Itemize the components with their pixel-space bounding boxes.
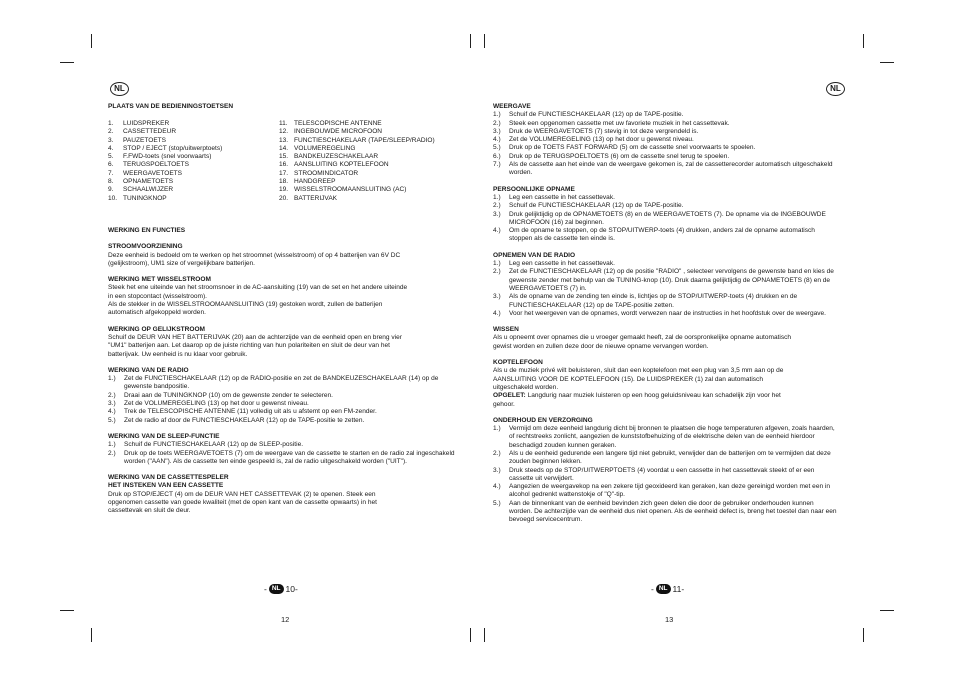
section-heading: HET INSTEKEN VAN EEN CASSETTE xyxy=(108,482,224,490)
paragraph xyxy=(108,334,463,359)
item-number: 3. xyxy=(108,136,114,144)
language-badge: NL xyxy=(826,82,845,96)
control-item xyxy=(279,120,469,128)
item-number: 6.) xyxy=(493,152,501,160)
item-number: 1. xyxy=(108,120,114,127)
item-number: 8. xyxy=(108,178,114,186)
item-text: Druk steeds op de STOP/UITWERPTOETS (4) voordat u een cassette in het cassettevak steekt of er een cassette uit verwijdert. xyxy=(509,466,815,482)
item-text: Steek een opgenomen cassette met uw favoriete muziek in het cassettevak. xyxy=(509,119,730,127)
list-item xyxy=(493,111,838,119)
item-number: 11. xyxy=(279,120,288,127)
control-item xyxy=(108,161,278,169)
numbered-list xyxy=(493,260,838,318)
item-number: 15. xyxy=(279,153,289,161)
item-number: 1.) xyxy=(108,375,116,383)
footer-page: 11- xyxy=(672,584,685,594)
text-line: Schuif de DEUR VAN HET BATTERIJVAK (20) aan de achterzijde van de eenheid open en breng vier xyxy=(108,333,402,341)
item-text: Zet de VOLUMEREGELING (13) op het door u gewenst niveau. xyxy=(124,400,309,408)
controls-list-right xyxy=(279,120,469,203)
list-item xyxy=(493,144,838,152)
list-item xyxy=(493,293,838,310)
item-number: 2.) xyxy=(493,119,501,127)
text-line: Deze eenheid is bedoeld om te werken op het stroomnet (wisselstroom) of op 4 batterijen van 6V DC xyxy=(108,251,401,259)
footer-dash: - xyxy=(651,584,654,594)
page-number: 12 xyxy=(281,615,290,624)
text-line: gewist worden en zullen deze door de nieuwe opname vervangen worden. xyxy=(493,342,709,350)
item-text: Zet de radio af door de FUNCTIESCHAKELAAR (12) op de TAPE-positie te zetten. xyxy=(124,416,365,424)
list-item xyxy=(493,483,838,500)
item-number: 5.) xyxy=(493,499,501,507)
item-text: Druk op de TERUGSPOELTOETS (6) om de cassette snel terug te spoelen. xyxy=(509,152,730,160)
paragraph xyxy=(108,252,463,269)
numbered-list xyxy=(493,425,838,525)
list-item xyxy=(108,400,463,408)
crop-mark xyxy=(470,34,471,48)
page-number: 13 xyxy=(665,615,674,624)
control-item xyxy=(108,137,278,145)
control-item xyxy=(108,178,278,186)
paragraph xyxy=(108,491,463,516)
footer-lang-pill: NL xyxy=(656,584,671,594)
paragraph xyxy=(493,334,838,351)
item-text: FUNCTIESCHAKELAAR (TAPE/SLEEP/RADIO) xyxy=(294,136,435,144)
text-line: Steek het ene uiteinde van het stroomsnoer in de AC-aansluiting (19) van de set en het andere uiteinde xyxy=(108,284,408,292)
section-heading: WERKING EN FUNCTIES xyxy=(108,227,186,234)
text-line: uitgeschakeld worden. xyxy=(493,383,559,391)
text-line: Druk op STOP/EJECT (4) om de DEUR VAN HET CASSETTEVAK (2) te openen. Steek een xyxy=(108,490,376,498)
text-line: Als u opneemt over opnames die u vroeger gemaakt heeft, zal de oorspronkelijke opname automatisch xyxy=(493,334,792,342)
list-item xyxy=(493,136,838,144)
list-item xyxy=(108,375,463,392)
crop-mark xyxy=(880,62,894,63)
item-text: TELESCOPISCHE ANTENNE xyxy=(294,120,382,127)
item-text: Trek de TELESCOPISCHE ANTENNE (11) volledig uit als u afstemt op een FM-zender. xyxy=(124,408,377,416)
crop-mark xyxy=(863,34,864,48)
list-item xyxy=(108,441,463,449)
section-heading: ONDERHOUD EN VERZORGING xyxy=(493,416,593,424)
item-text: AANSLUITING KOPTELEFOON xyxy=(294,161,389,169)
text-line: batterijvak. Uw eenheid is nu klaar voor gebruik. xyxy=(108,350,248,358)
item-text: F.FWD-toets (snel voorwaarts) xyxy=(123,153,212,161)
list-item xyxy=(108,450,463,467)
crop-mark xyxy=(60,610,74,611)
list-item xyxy=(108,408,463,416)
list-item xyxy=(493,194,838,202)
control-item xyxy=(279,145,469,153)
item-number: 19. xyxy=(279,186,289,194)
section-heading: WERKING VAN DE CASSETTESPELER xyxy=(108,474,229,482)
item-text: Zet de VOLUMEREGELING (13) op het door u gewenst niveau. xyxy=(509,136,694,144)
item-text: OPNAMETOETS xyxy=(123,178,174,186)
crop-mark xyxy=(91,628,92,642)
item-text: Als de opname van de zending ten einde is, lichtjes op de STOP/UITWERP-toets (4) drukken en de FUNCTIESCHAKELAAR (12) op de TAPE-positie zetten. xyxy=(509,293,798,309)
item-text: BANDKEUZESCHAKELAAR xyxy=(294,153,379,161)
text-line: automatisch afgekoppeld worden. xyxy=(108,309,206,317)
control-item xyxy=(279,128,469,136)
item-text: Schuif de FUNCTIESCHAKELAAR (12) op de TAPE-positie. xyxy=(509,111,684,119)
item-text: Als de cassette aan het einde van de weergave gekomen is, zal de cassetterecorder automatisch uitgeschakeld worden. xyxy=(509,161,833,177)
item-text: PAUZETOETS xyxy=(123,136,167,144)
item-number: 2.) xyxy=(493,268,501,276)
list-item xyxy=(108,417,463,425)
caution-line: Langdurig naar muziek luisteren op een hoog geluidsniveau kan schadelijk zijn voor het xyxy=(525,392,781,400)
control-item xyxy=(108,120,278,128)
list-item xyxy=(493,153,838,161)
list-item xyxy=(493,202,838,210)
item-number: 4.) xyxy=(493,483,501,491)
item-text: Zet de FUNCTIESCHAKELAAR (12) op de positie "RADIO" , selecteer vervolgens de gewenste band en kies de gewenste zender met behulp van de TUNING-knop (10). Druk daarna gelijktijdig de OPNAMETOETS (8) en de WEERGAVETOETS (7) in. xyxy=(509,268,834,292)
control-item xyxy=(279,186,469,194)
item-number: 1.) xyxy=(493,193,501,201)
item-text: LUIDSPREKER xyxy=(123,120,170,127)
item-number: 1.) xyxy=(108,441,116,449)
page-footer xyxy=(651,584,684,594)
item-number: 1.) xyxy=(493,260,501,268)
item-text: Aan de binnenkant van de eenheid bevinden zich geen delen die door de gebruiker onderhouden kunnen worden. De achterzijde van de eenheid dus niet openen. Als de eenheid defect is, breng het toestel dan naar een bevoegd servicecentrum. xyxy=(509,499,837,524)
item-number: 20. xyxy=(279,194,289,202)
crop-mark xyxy=(91,34,92,48)
item-number: 7. xyxy=(108,169,114,177)
section-heading: WERKING OP GELIJKSTROOM xyxy=(108,325,205,333)
item-number: 1.) xyxy=(493,111,501,119)
list-item xyxy=(493,128,838,136)
item-text: Schuif de FUNCTIESCHAKELAAR (12) op de SLEEP-positie. xyxy=(124,441,304,449)
item-text: Aangezien de weergavekop na een zekere tijd geoxideerd kan geraken, kan deze gereinigd worden met een in alcohol gedrenkt wattenstokje of "Q"-tip. xyxy=(509,483,831,499)
list-item xyxy=(493,120,838,128)
crop-mark xyxy=(484,628,485,642)
item-text: Om de opname te stoppen, op de STOP/UITWERP-toets (4) drukken, anders zal de opname automatisch stoppen als de cassette ten einde is. xyxy=(509,227,815,243)
item-number: 2.) xyxy=(108,391,116,399)
section-heading: WISSEN xyxy=(493,326,519,334)
item-number: 18. xyxy=(279,178,289,186)
item-number: 5. xyxy=(108,153,114,161)
item-number: 6. xyxy=(108,161,114,169)
list-item xyxy=(493,425,838,450)
list-item xyxy=(493,467,838,484)
caution-paragraph xyxy=(493,392,838,409)
item-number: 2. xyxy=(108,128,114,136)
text-line: AANSLUITING VOOR DE KOPTELEFOON (15). De LUIDSPREKER (1) zal dan automatisch xyxy=(493,375,763,383)
list-item xyxy=(493,227,838,244)
list-item xyxy=(493,500,838,525)
item-text: Leg een cassette in het cassettevak. xyxy=(509,193,615,201)
caution-label: OPGELET: xyxy=(493,392,526,400)
item-text: Druk op de toets WEERGAVETOETS (7) om de weergave van de cassette te starten en de radio zal ingeschakeld worden ("AAN"). Als de cassette ten einde gespeeld is, zal de radio uitgeschakeld worden ("UIT"). xyxy=(124,449,455,465)
list-item xyxy=(493,310,838,318)
text-line: in een stopcontact (wisselstroom). xyxy=(108,292,207,300)
numbered-list xyxy=(108,375,463,425)
section-heading: WERKING VAN DE SLEEP-FUNCTIE xyxy=(108,432,220,440)
item-text: Schuif de FUNCTIESCHAKELAAR (12) op de TAPE-positie. xyxy=(509,202,684,210)
footer-page: 10- xyxy=(285,584,298,594)
item-text: HANDGREEP xyxy=(294,178,336,186)
item-number: 3.) xyxy=(493,210,501,218)
control-item xyxy=(279,170,469,178)
item-text: Druk de WEERGAVETOETS (7) stevig in tot deze vergrendeld is. xyxy=(509,127,699,135)
item-number: 2.) xyxy=(493,202,501,210)
text-line: opgenomen cassette van goede kwaliteit (met de open kant van de cassette opwaarts) in het xyxy=(108,499,377,507)
item-text: VOLUMEREGELING xyxy=(294,144,356,152)
section-heading: WEERGAVE xyxy=(493,103,531,110)
control-item xyxy=(279,137,469,145)
control-item xyxy=(108,153,278,161)
item-number: 4.) xyxy=(493,309,501,317)
text-line: (gelijkstroom), UM1 size of vergelijkbare batterijen. xyxy=(108,259,255,267)
item-text: STOP / EJECT (stop/uitwerptoets) xyxy=(123,144,223,152)
list-item xyxy=(493,211,838,228)
item-number: 10. xyxy=(108,194,118,202)
item-number: 4.) xyxy=(108,408,116,416)
item-number: 13. xyxy=(279,136,289,144)
paragraph xyxy=(108,284,463,317)
control-item xyxy=(279,153,469,161)
numbered-list xyxy=(493,194,838,244)
control-item xyxy=(279,195,469,203)
page-footer xyxy=(264,584,298,594)
item-number: 3.) xyxy=(493,293,501,301)
list-item xyxy=(108,392,463,400)
section-heading: WERKING VAN DE RADIO xyxy=(108,366,189,374)
crop-mark xyxy=(880,610,894,611)
item-text: TERUGSPOELTOETS xyxy=(123,161,189,169)
section-heading: KOPTELEFOON xyxy=(493,359,543,367)
left-body xyxy=(108,227,463,516)
control-item xyxy=(279,178,469,186)
item-text: INGEBOUWDE MICROFOON xyxy=(294,128,383,136)
item-text: Draai aan de TUNINGKNOP (10) om de gewenste zender te selecteren. xyxy=(124,391,333,399)
text-line: Als u de muziek privé wilt beluisteren, sluit dan een koptelefoon met een plug van 3,5 mm aan op de xyxy=(493,367,784,375)
paragraph xyxy=(493,367,838,392)
item-number: 4.) xyxy=(493,227,501,235)
item-text: Zet de FUNCTIESCHAKELAAR (12) op de RADIO-positie en zet de BANDKEUZESCHAKELAAR (14) op de gewenste bandpositie. xyxy=(124,375,439,391)
crop-mark xyxy=(60,62,74,63)
numbered-list xyxy=(108,441,463,466)
item-text: Druk gelijktijdig op de OPNAMETOETS (8) en de WEERGAVETOETS (7). De opname via de INGEBOUWDE MICROFOON (16) zal beginnen. xyxy=(509,210,826,226)
item-number: 17. xyxy=(279,169,289,177)
item-number: 3.) xyxy=(493,127,501,135)
item-text: SCHAALWIJZER xyxy=(123,186,174,194)
list-item xyxy=(493,161,838,178)
text-line: "UM1" batterijen aan. Let daarop op de juiste richting van hun polariteiten en sluit de deur van het xyxy=(108,342,390,350)
language-badge: NL xyxy=(110,82,129,96)
item-number: 14. xyxy=(279,144,289,152)
controls-list-left xyxy=(108,120,278,203)
crop-mark xyxy=(470,628,471,642)
footer-lang-pill: NL xyxy=(269,584,284,594)
text-line: cassettevak en sluit de deur. xyxy=(108,507,191,515)
item-number: 9. xyxy=(108,186,114,194)
item-text: WISSELSTROOMAANSLUITING (AC) xyxy=(294,186,407,194)
list-item xyxy=(493,260,838,268)
crop-mark xyxy=(863,628,864,642)
section-heading: STROOMVOORZIENING xyxy=(108,243,183,251)
item-number: 4. xyxy=(108,144,114,152)
item-text: TUNINGKNOP xyxy=(123,194,167,202)
item-number: 1.) xyxy=(493,425,501,433)
item-text: BATTERIJVAK xyxy=(294,194,338,202)
section-heading: PLAATS VAN DE BEDIENINGSTOETSEN xyxy=(108,103,234,110)
item-text: Voor het weergeven van de opnames, wordt verwezen naar de instructies in het hoofdstuk over de weergave. xyxy=(509,309,826,317)
right-body xyxy=(493,103,838,525)
text-line: Als de stekker in de WISSELSTROOMAANSLUITING (19) gestoken wordt, zullen de batterijen xyxy=(108,301,383,309)
item-text: Als u de eenheid gedurende een langere tijd niet gebruikt, verwijder dan de batterijen om te vermijden dat deze zouden beginnen lekken. xyxy=(509,449,831,466)
item-number: 12. xyxy=(279,128,289,136)
item-number: 2.) xyxy=(493,449,501,457)
control-item xyxy=(108,170,278,178)
section-heading: WERKING MET WISSELSTROOM xyxy=(108,276,211,284)
item-number: 5.) xyxy=(493,144,501,152)
item-number: 5.) xyxy=(108,416,116,424)
item-text: Druk op de TOETS FAST FORWARD (5) om de cassette snel voorwaarts te spoelen. xyxy=(509,144,756,152)
item-text: STROOMINDICATOR xyxy=(294,169,359,177)
control-item xyxy=(108,186,278,194)
item-number: 7.) xyxy=(493,161,501,169)
item-number: 2.) xyxy=(108,449,116,457)
control-item xyxy=(108,128,278,136)
crop-mark xyxy=(484,34,485,48)
item-number: 4.) xyxy=(493,136,501,144)
item-number: 3.) xyxy=(493,466,501,474)
control-item xyxy=(108,145,278,153)
item-text: Leg een cassette in het cassettevak. xyxy=(509,260,615,268)
item-text: Vermijd om deze eenheid langdurig dicht bij bronnen te plaatsen die hoge temperaturen afgeven, zoals haarden, of rechtstreeks zonlicht, aangezien de kunststofbehuizing of de elektrische delen van de eenheid hierdoor beschadigd zouden kunnen geraken. xyxy=(509,425,835,449)
section-heading: PERSOONLIJKE OPNAME xyxy=(493,185,575,193)
item-text: CASSETTEDEUR xyxy=(123,128,177,136)
footer-dash: - xyxy=(264,584,267,594)
caution-line: gehoor. xyxy=(493,400,515,408)
list-item xyxy=(493,268,838,293)
numbered-list xyxy=(493,111,838,177)
item-text: WEERGAVETOETS xyxy=(123,169,183,177)
control-item xyxy=(279,161,469,169)
control-item xyxy=(108,195,278,203)
item-number: 3.) xyxy=(108,400,116,408)
list-item xyxy=(493,450,838,467)
section-heading: OPNEMEN VAN DE RADIO xyxy=(493,251,576,259)
item-number: 16. xyxy=(279,161,289,169)
